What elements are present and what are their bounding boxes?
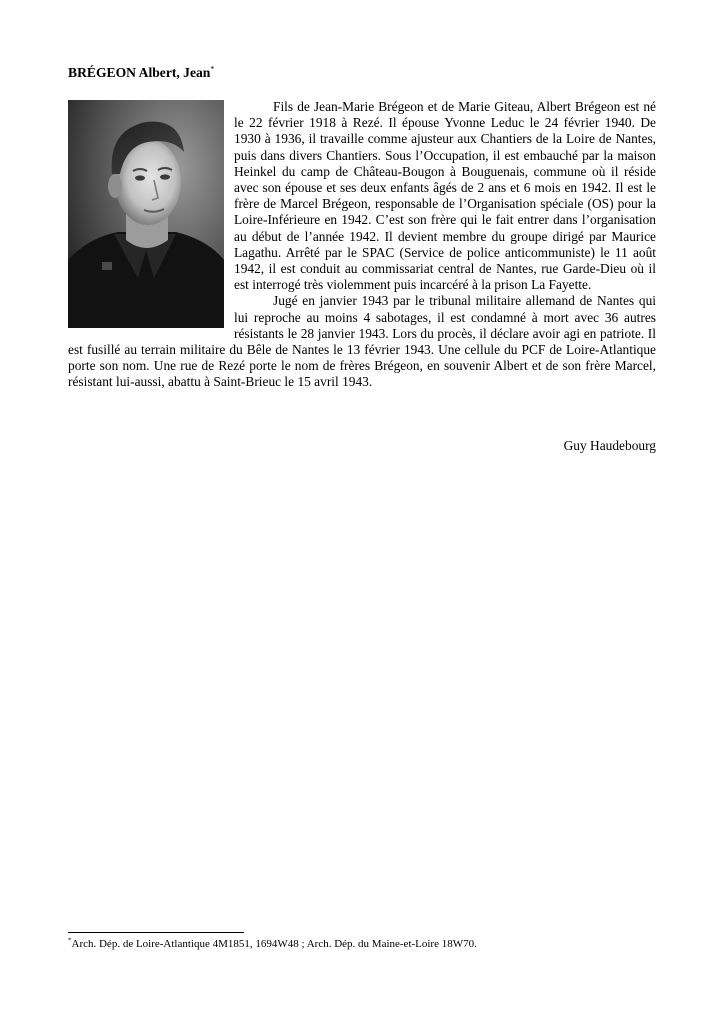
photo-spacer: [68, 99, 234, 328]
author-signature: Guy Haudebourg: [563, 438, 656, 453]
footnote: [68, 938, 477, 950]
footnote-marker: *: [210, 64, 215, 74]
footnote-divider: [68, 932, 244, 933]
footnote-marker: *: [68, 936, 72, 945]
footnote-text: Arch. Dép. de Loire-Atlantique 4M1851, 1694W48 ; Arch. Dép. du Maine-et-Loire 18W70.: [71, 938, 477, 950]
entry-heading: [68, 65, 214, 81]
biography-text: [68, 99, 656, 391]
entry-name: BRÉGEON Albert, Jean: [68, 65, 211, 80]
biography-paragraph-1: Fils de Jean-Marie Brégeon et de Marie Giteau, Albert Brégeon est né le 22 février 1918 à Rezé. Il épouse Yvonne Leduc le 24 février 1940. De 1930 à 1936, il travaille comme ajusteur aux Chantiers de la Loire de Nantes, puis dans divers Chantiers. Sous l’Occupation, il est embauché par la maison Heinkel du camp de Château-Bougon à Bouguenais, commune où il réside avec son épouse et ses deux enfants âgés de 2 ans et 6 mois en 1942. Il est le frère de Marcel Brégeon, responsable de l’Organisation spéciale (OS) pour la Loire-Inférieure en 1942. C’est son frère qui le fait entrer dans l’organisation au début de l’année 1942. Il devient membre du groupe dirigé par Maurice Lagathu. Arrêté par le SPAC (Service de police anticommuniste) le 11 août 1942, il est conduit au commissariat central de Nantes, rue Garde-Dieu où il est interrogé très violemment puis incarcéré à la prison La Fayette.: [234, 99, 656, 293]
biography-paragraph-2: Jugé en janvier 1943 par le tribunal militaire allemand de Nantes qui lui reproche au moins 4 sabotages, il est condamné à mort avec 36 autres résistants le 28 janvier 1943. Lors du procès, il déclare avoir agi en patriote. Il est fusillé au terrain militaire du Bêle de Nantes le 13 février 1943. Une cellule du PCF de Loire-Atlantique porte son nom. Une rue de Rezé porte le nom de frères Brégeon, en souvenir Albert et de son frère Marcel, résistant lui-aussi, abattu à Saint-Brieuc le 15 avril 1943.: [68, 293, 656, 390]
